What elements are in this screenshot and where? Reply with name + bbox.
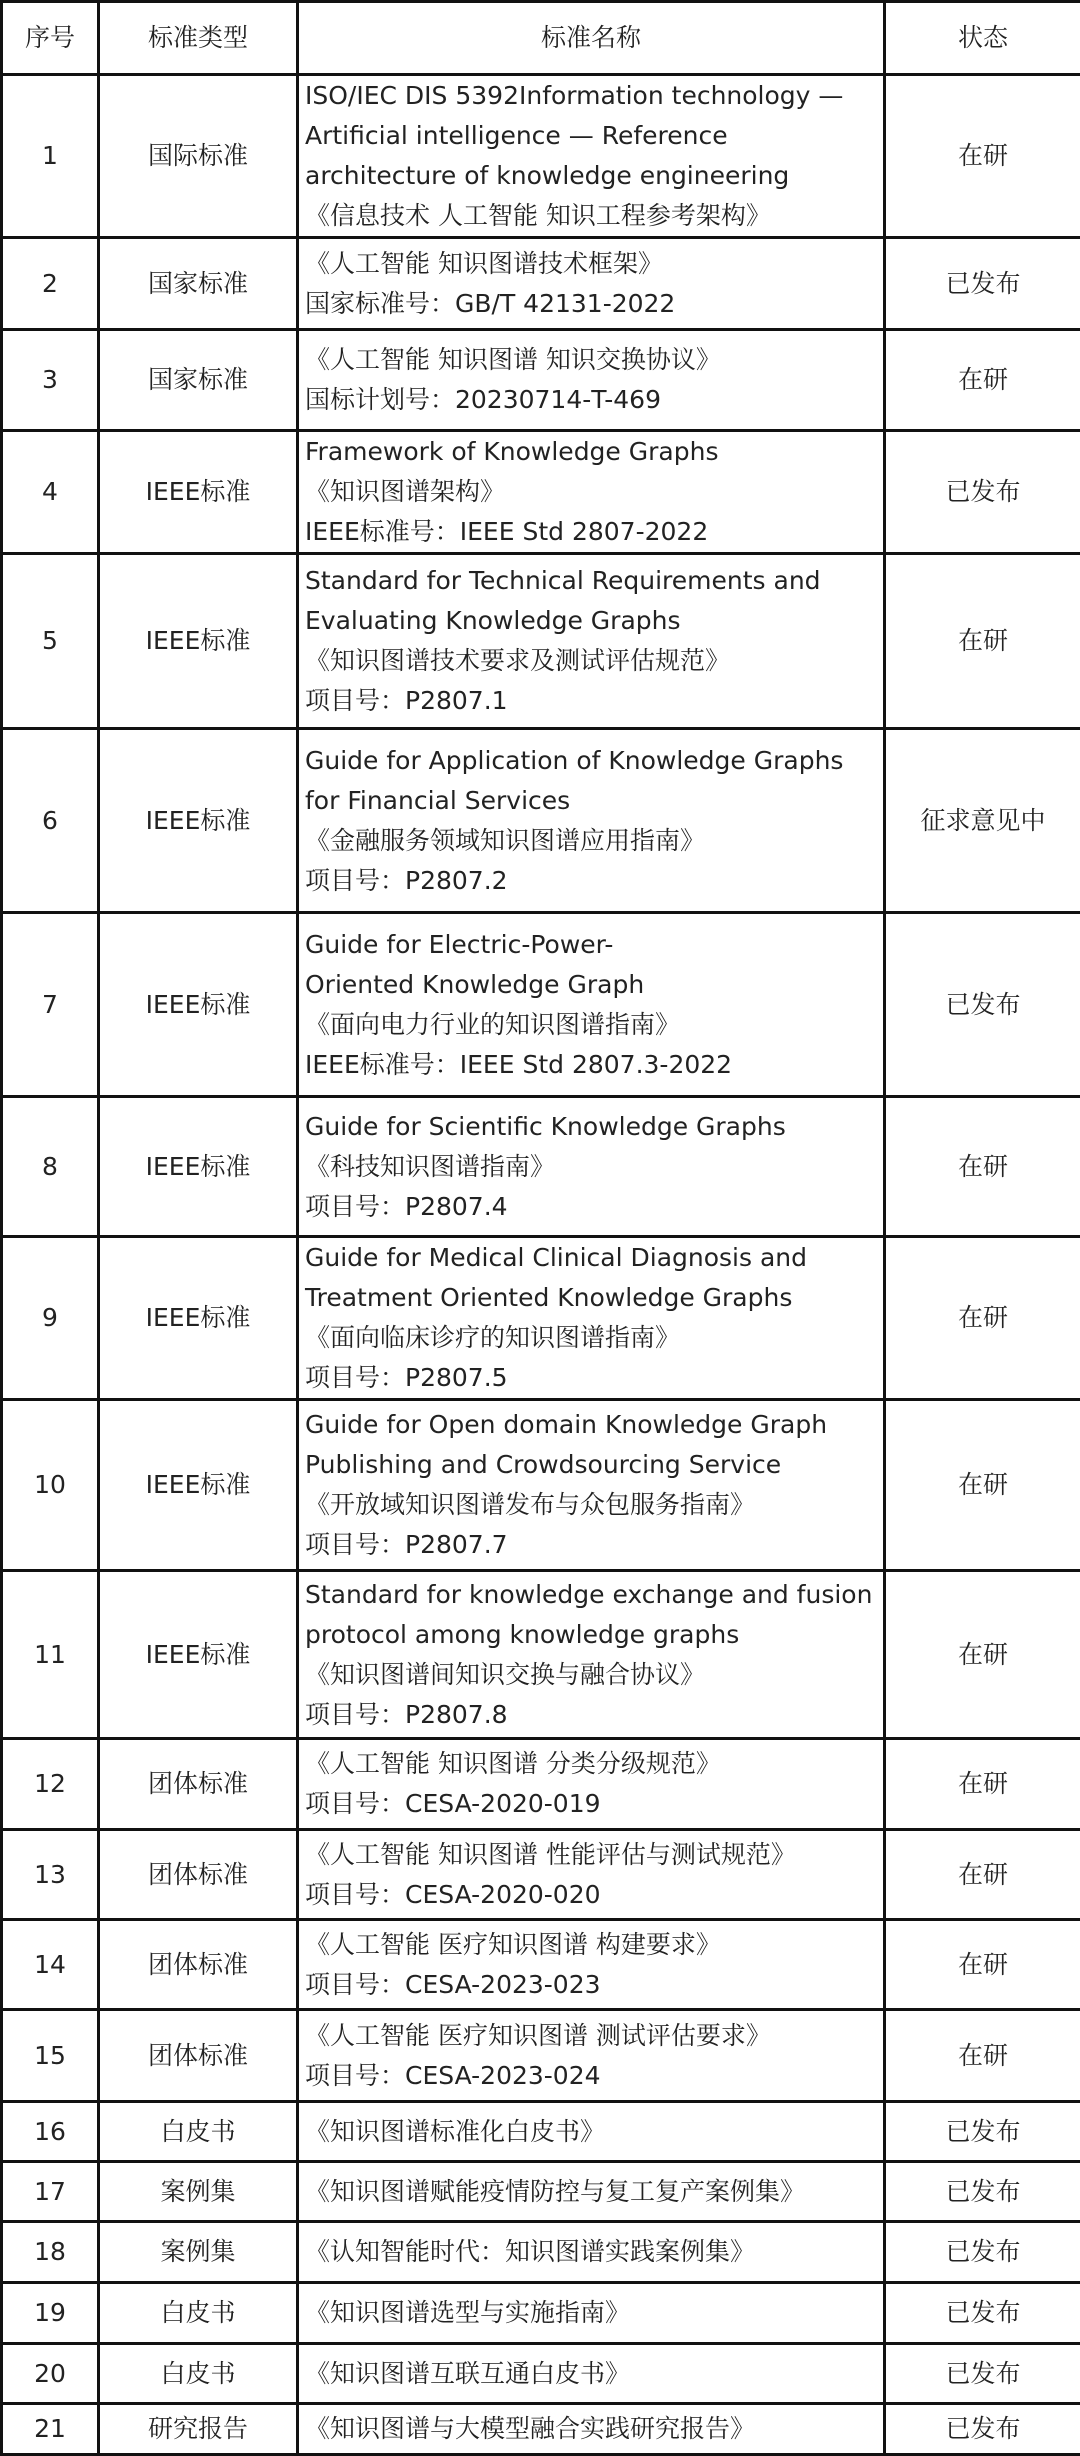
row-name-line: 项目号：CESA-2023-023 [305,1965,883,2005]
row-status: 在研 [885,1571,1080,1739]
table-row [2,1400,1080,1571]
row-type: 国家标准 [99,238,298,330]
row-index: 4 [2,431,99,554]
row-type: IEEE标准 [99,554,298,729]
row-index: 16 [2,2102,99,2162]
table-row [2,2283,1080,2344]
table-row [2,2102,1080,2162]
row-name-line: 项目号：P2807.4 [305,1187,883,1227]
row-name [298,1237,885,1400]
header-status: 状态 [885,2,1080,75]
row-status: 在研 [885,1097,1080,1237]
row-index: 11 [2,1571,99,1739]
table-row [2,2010,1080,2102]
row-index: 3 [2,330,99,431]
row-index: 8 [2,1097,99,1237]
row-status: 在研 [885,1400,1080,1571]
row-type: 团体标准 [99,1920,298,2010]
row-name-line: 《知识图谱互联互通白皮书》 [305,2354,883,2394]
row-status: 已发布 [885,2283,1080,2344]
row-name-line: 项目号：P2807.5 [305,1358,883,1398]
row-type: IEEE标准 [99,1097,298,1237]
row-type: 白皮书 [99,2344,298,2404]
row-name [298,2283,885,2344]
row-name-line: 《知识图谱架构》 [305,472,883,512]
row-type: 白皮书 [99,2283,298,2344]
row-name-line: 《面向电力行业的知识图谱指南》 [305,1005,883,1045]
row-status: 已发布 [885,238,1080,330]
header-index: 序号 [2,2,99,75]
row-name-line: 《开放域知识图谱发布与众包服务指南》 [305,1485,883,1525]
row-name-line: IEEE标准号：IEEE Std 2807-2022 [305,512,883,552]
row-type: IEEE标准 [99,1237,298,1400]
row-name-line: 项目号：CESA-2020-019 [305,1784,883,1824]
row-name [298,431,885,554]
row-type: IEEE标准 [99,431,298,554]
row-name-line: Publishing and Crowdsourcing Service [305,1445,883,1485]
row-index: 7 [2,913,99,1097]
row-type: 团体标准 [99,1739,298,1830]
row-status: 在研 [885,554,1080,729]
row-type: 研究报告 [99,2404,298,2455]
table-row [2,1830,1080,1920]
row-name-line: 《信息技术 人工智能 知识工程参考架构》 [305,196,883,236]
table-row [2,1739,1080,1830]
row-status: 在研 [885,330,1080,431]
row-index: 18 [2,2222,99,2283]
table-row [2,1571,1080,1739]
row-name-line: 项目号：P2807.1 [305,681,883,721]
row-name [298,1739,885,1830]
row-name-line: Framework of Knowledge Graphs [305,432,883,472]
row-name-line: 国家标准号：GB/T 42131-2022 [305,284,883,324]
row-index: 1 [2,75,99,238]
row-name-line: 《人工智能 知识图谱 知识交换协议》 [305,340,883,380]
row-type: IEEE标准 [99,729,298,913]
row-name [298,2222,885,2283]
row-name [298,554,885,729]
row-name [298,2404,885,2455]
table-row [2,1920,1080,2010]
table-row [2,1237,1080,1400]
row-name-line: for Financial Services [305,781,883,821]
row-status: 在研 [885,2010,1080,2102]
row-name-line: 项目号：CESA-2023-024 [305,2056,883,2096]
row-name-line: 《人工智能 知识图谱 分类分级规范》 [305,1744,883,1784]
row-name-line: Artificial intelligence — Reference [305,116,883,156]
row-index: 6 [2,729,99,913]
row-name [298,1830,885,1920]
header-type: 标准类型 [99,2,298,75]
row-type: 国家标准 [99,330,298,431]
row-name [298,2102,885,2162]
row-name [298,2162,885,2222]
row-status: 在研 [885,1739,1080,1830]
table-row [2,431,1080,554]
row-name [298,75,885,238]
row-status: 已发布 [885,2344,1080,2404]
row-name-line: 《知识图谱技术要求及测试评估规范》 [305,641,883,681]
row-name-line: 《人工智能 知识图谱 性能评估与测试规范》 [305,1835,883,1875]
row-name-line: Guide for Scientific Knowledge Graphs [305,1107,883,1147]
row-name-line: architecture of knowledge engineering [305,156,883,196]
row-status: 已发布 [885,2404,1080,2455]
row-name-line: Evaluating Knowledge Graphs [305,601,883,641]
row-name-line: 《知识图谱赋能疫情防控与复工复产案例集》 [305,2172,883,2212]
table-row [2,913,1080,1097]
row-type: IEEE标准 [99,913,298,1097]
row-name-line: Guide for Application of Knowledge Graphs [305,741,883,781]
row-name [298,1571,885,1739]
row-index: 5 [2,554,99,729]
table-row [2,2222,1080,2283]
row-type: 国际标准 [99,75,298,238]
row-index: 2 [2,238,99,330]
row-name [298,330,885,431]
row-name-line: 《知识图谱与大模型融合实践研究报告》 [305,2409,883,2449]
row-name-line: Guide for Medical Clinical Diagnosis and [305,1238,883,1278]
table-row [2,75,1080,238]
row-name-line: 《知识图谱选型与实施指南》 [305,2293,883,2333]
row-type: 案例集 [99,2222,298,2283]
header-name: 标准名称 [298,2,885,75]
table-row [2,729,1080,913]
row-name-line: 项目号：CESA-2020-020 [305,1875,883,1915]
row-name-line: Treatment Oriented Knowledge Graphs [305,1278,883,1318]
row-type: IEEE标准 [99,1400,298,1571]
row-name-line: 《人工智能 医疗知识图谱 测试评估要求》 [305,2016,883,2056]
row-name [298,913,885,1097]
row-name-line: Oriented Knowledge Graph [305,965,883,1005]
row-type: 团体标准 [99,2010,298,2102]
row-name-line: 《人工智能 知识图谱技术框架》 [305,244,883,284]
row-name-line: 《面向临床诊疗的知识图谱指南》 [305,1318,883,1358]
row-name-line: 《人工智能 医疗知识图谱 构建要求》 [305,1925,883,1965]
row-name-line: Guide for Open domain Knowledge Graph [305,1405,883,1445]
table-row [2,330,1080,431]
row-index: 15 [2,2010,99,2102]
row-name-line: 《认知智能时代：知识图谱实践案例集》 [305,2232,883,2272]
row-status: 已发布 [885,913,1080,1097]
row-status: 在研 [885,75,1080,238]
table-row [2,238,1080,330]
row-name [298,1400,885,1571]
table-row [2,2344,1080,2404]
row-status: 已发布 [885,431,1080,554]
row-name-line: ISO/IEC DIS 5392Information technology — [305,76,883,116]
table-row [2,1097,1080,1237]
row-index: 21 [2,2404,99,2455]
row-name [298,1920,885,2010]
row-name-line: IEEE标准号：IEEE Std 2807.3-2022 [305,1045,883,1085]
row-name-line: Standard for knowledge exchange and fusion [305,1575,883,1615]
row-name [298,238,885,330]
row-index: 12 [2,1739,99,1830]
row-index: 17 [2,2162,99,2222]
row-status: 在研 [885,1237,1080,1400]
row-type: 白皮书 [99,2102,298,2162]
row-status: 已发布 [885,2222,1080,2283]
table-row [2,2162,1080,2222]
row-name [298,1097,885,1237]
row-status: 已发布 [885,2162,1080,2222]
row-name-line: 项目号：P2807.8 [305,1695,883,1735]
row-type: 案例集 [99,2162,298,2222]
row-name-line: Standard for Technical Requirements and [305,561,883,601]
table-row [2,2404,1080,2455]
table-header-row [2,2,1080,75]
row-name-line: protocol among knowledge graphs [305,1615,883,1655]
row-index: 10 [2,1400,99,1571]
row-name-line: 《知识图谱标准化白皮书》 [305,2112,883,2152]
row-status: 征求意见中 [885,729,1080,913]
row-status: 在研 [885,1830,1080,1920]
row-index: 20 [2,2344,99,2404]
row-index: 9 [2,1237,99,1400]
row-name-line: 国标计划号：20230714-T-469 [305,380,883,420]
row-name-line: 项目号：P2807.2 [305,861,883,901]
row-name-line: 《科技知识图谱指南》 [305,1147,883,1187]
row-status: 已发布 [885,2102,1080,2162]
row-status: 在研 [885,1920,1080,2010]
row-name-line: Guide for Electric-Power- [305,925,883,965]
row-name [298,2010,885,2102]
row-name-line: 《知识图谱间知识交换与融合协议》 [305,1655,883,1695]
table-row [2,554,1080,729]
row-name-line: 项目号：P2807.7 [305,1525,883,1565]
row-index: 13 [2,1830,99,1920]
row-index: 19 [2,2283,99,2344]
row-name-line: 《金融服务领域知识图谱应用指南》 [305,821,883,861]
row-type: IEEE标准 [99,1571,298,1739]
row-index: 14 [2,1920,99,2010]
row-name [298,729,885,913]
row-name [298,2344,885,2404]
row-type: 团体标准 [99,1830,298,1920]
